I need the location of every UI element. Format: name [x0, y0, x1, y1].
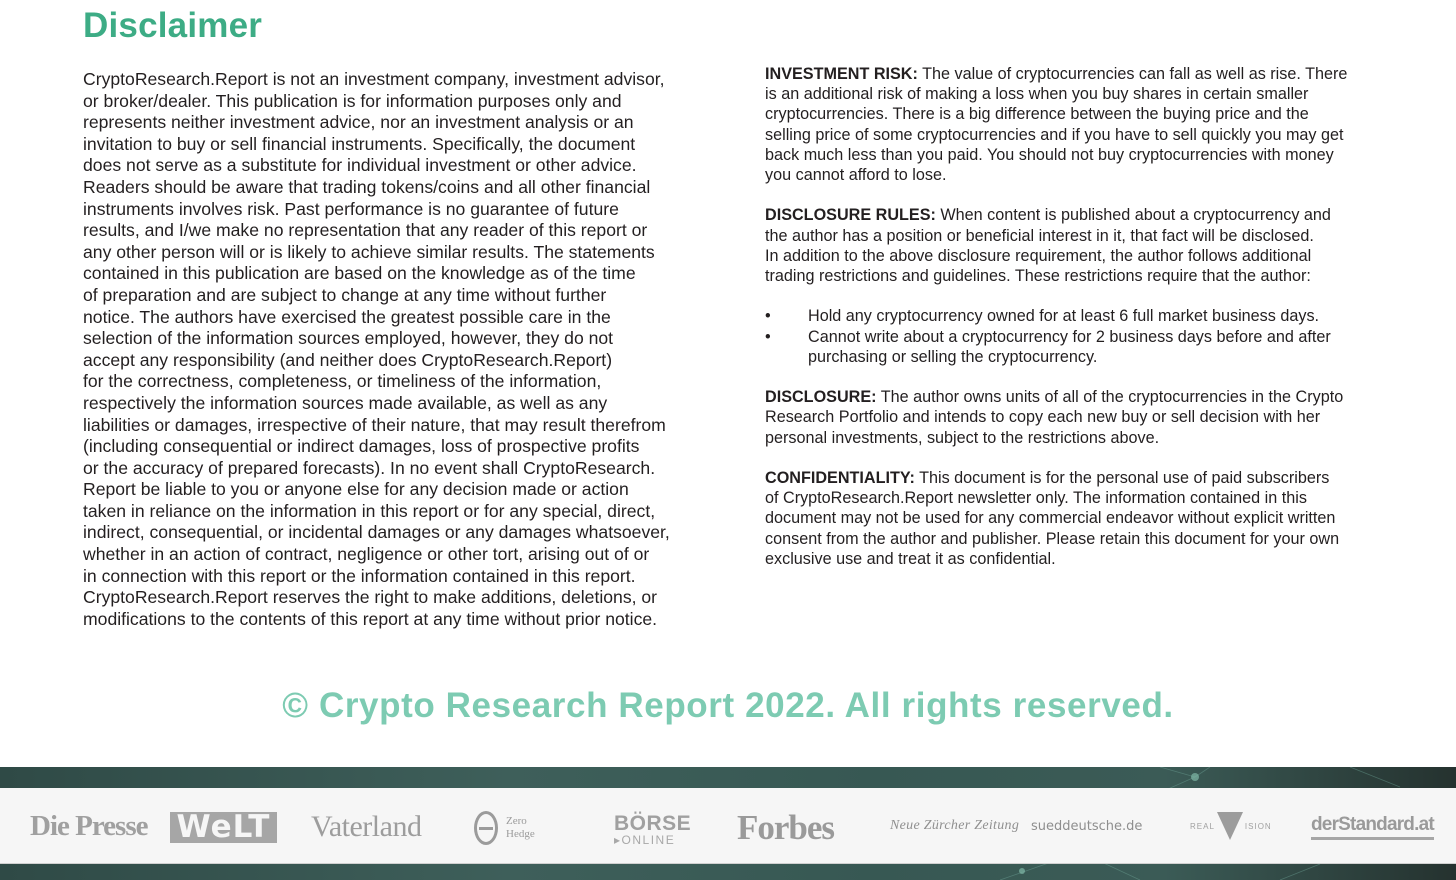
text-line: purchasing or selling the cryptocurrency. — [808, 347, 1098, 366]
vaterland-logo: Vaterland — [311, 810, 422, 843]
text-line: When content is published about a cryptocurrency and — [935, 206, 1331, 225]
forbes-logo: Forbes — [737, 808, 835, 847]
text-line: or the accuracy of prepared forecasts). In no event shall CryptoResearch. — [83, 457, 656, 478]
disclosure-sections — [765, 64, 1405, 589]
logo-strip — [0, 788, 1456, 864]
text-line: instruments involves risk. Past performance is no guarantee of future — [83, 198, 619, 219]
bullet-icon: • — [765, 327, 771, 346]
text-line: Cannot write about a cryptocurrency for 2 business days before and after — [808, 327, 1331, 346]
page-title: Disclaimer — [83, 6, 263, 45]
disclosure-rules-section — [765, 205, 1405, 286]
text-line: cryptocurrencies. There is a big difference between the buying price and the — [765, 105, 1309, 124]
text-line: is an additional risk of making a loss when you buy shares in certain smaller — [765, 85, 1309, 104]
text-line: results, and I/we make no representation that any reader of this report or — [83, 220, 648, 241]
text-line: document may not be used for any commercial endeavor without explicit written — [765, 509, 1336, 528]
zerohedge-logo — [474, 810, 535, 846]
list-item — [765, 306, 1405, 326]
die-presse-logo: Die Presse — [30, 810, 148, 842]
text-line: liabilities or damages, irrespective of their nature, that may result therefrom — [83, 414, 666, 435]
text-line: indirect, consequential, or incidental damages or any damages whatsoever, — [83, 522, 670, 543]
text-line: of CryptoResearch.Report newsletter only. The information contained in this — [765, 489, 1307, 508]
confidentiality-section — [765, 468, 1405, 569]
bullet-icon: • — [765, 307, 771, 326]
text-line: notice. The authors have exercised the greatest possible care in the — [83, 306, 611, 327]
text-line: or broker/dealer. This publication is for information purposes only and — [83, 90, 622, 111]
text-line: of preparation and are subject to change at any time without further — [83, 284, 607, 305]
text-line: back much less than you paid. You should not buy cryptocurrencies with money — [765, 145, 1334, 164]
borse-online-line2: ▸ONLINE — [614, 833, 676, 847]
derstandard-logo: derStandard.at — [1311, 814, 1434, 840]
text-line: whether in an action of contract, negligence or other tort, arising out of or — [83, 544, 650, 565]
text-line: CryptoResearch.Report is not an investment company, investment advisor, — [83, 69, 665, 89]
text-line: (including consequential or indirect damages, loss of prospective profits — [83, 436, 640, 457]
text-line: does not serve as a substitute for individual investment or other advice. — [83, 155, 637, 176]
text-line: the author has a position or beneficial interest in it, that fact will be disclosed. — [765, 226, 1314, 245]
text-line: for the correctness, completeness, or timeliness of the information, — [83, 371, 602, 392]
text-line: selling price of some cryptocurrencies and if you have to sell quickly you may get — [765, 125, 1344, 144]
sueddeutsche-logo: sueddeutsche.de — [1031, 819, 1143, 834]
media-logo-band — [0, 767, 1456, 880]
text-line: The author owns units of all of the cryptocurrencies in the Crypto — [876, 388, 1344, 407]
text-line: contained in this publication are based on the knowledge as of the time — [83, 263, 636, 284]
text-line: represents neither investment advice, nor an investment analysis or an — [83, 112, 634, 133]
zerohedge-line1: Zero — [506, 815, 527, 827]
zerohedge-mark-icon — [474, 811, 498, 845]
text-line: This document is for the personal use of paid subscribers — [914, 469, 1330, 487]
list-item — [765, 327, 1405, 367]
nzz-logo: Neue Zürcher Zeitung — [890, 818, 1020, 833]
text-line: any other person will or is likely to achieve similar results. The statements — [83, 241, 655, 262]
section-heading: INVESTMENT RISK: — [765, 65, 918, 83]
text-line: modifications to the contents of this report at any time without prior notice. — [83, 608, 658, 629]
realvision-logo — [1190, 812, 1272, 840]
text-line: in connection with this report or the information contained in this report. — [83, 565, 636, 586]
text-line: invitation to buy or sell financial instruments. Specifically, the document — [83, 133, 636, 154]
text-line: taken in reliance on the information in this report or for any special, direct, — [83, 500, 656, 521]
realvision-left: REAL — [1190, 821, 1215, 831]
text-line: trading restrictions and guidelines. These restrictions require that the author: — [765, 267, 1311, 286]
section-heading: DISCLOSURE RULES: — [765, 206, 936, 225]
text-line: exclusive use and treat it as confidential. — [765, 549, 1056, 568]
text-line: respectively the information sources made available, as well as any — [83, 392, 608, 413]
text-line: Research Portfolio and intends to copy each new buy or sell decision with her — [765, 408, 1321, 427]
text-line: CryptoResearch.Report reserves the right to make additions, deletions, or — [83, 587, 658, 608]
zerohedge-line2: Hedge — [506, 828, 535, 840]
text-line: Report be liable to you or anyone else for any decision made or action — [83, 479, 629, 500]
welt-logo: WeLT — [170, 812, 277, 843]
text-line: personal investments, subject to the restrictions above. — [765, 428, 1160, 447]
borse-online-line1: BÖRSE — [614, 812, 692, 835]
realvision-v-icon — [1217, 812, 1243, 840]
text-line: Readers should be aware that trading tokens/coins and all other financial — [83, 176, 651, 197]
section-heading: DISCLOSURE: — [765, 388, 877, 407]
general-disclaimer-text — [83, 69, 703, 630]
realvision-right: ISION — [1244, 821, 1272, 831]
text-line: accept any responsibility (and neither does CryptoResearch.Report) — [83, 349, 613, 370]
text-line: The value of cryptocurrencies can fall as well as rise. There — [917, 65, 1348, 83]
text-line: you cannot afford to lose. — [765, 166, 947, 185]
text-line: consent from the author and publisher. Please retain this document for your own — [765, 529, 1340, 548]
text-line: In addition to the above disclosure requirement, the author follows additional — [765, 246, 1312, 265]
restrictions-list — [765, 306, 1405, 367]
copyright-notice: © Crypto Research Report 2022. All rights reserved. — [282, 686, 1174, 725]
borse-online-logo — [614, 813, 691, 846]
investment-risk-section — [765, 64, 1405, 185]
text-line: selection of the information sources employed, however, they do not — [83, 328, 614, 349]
text-line: Hold any cryptocurrency owned for at least 6 full market business days. — [808, 307, 1320, 326]
disclosure-section — [765, 387, 1405, 448]
section-heading: CONFIDENTIALITY: — [765, 469, 915, 487]
